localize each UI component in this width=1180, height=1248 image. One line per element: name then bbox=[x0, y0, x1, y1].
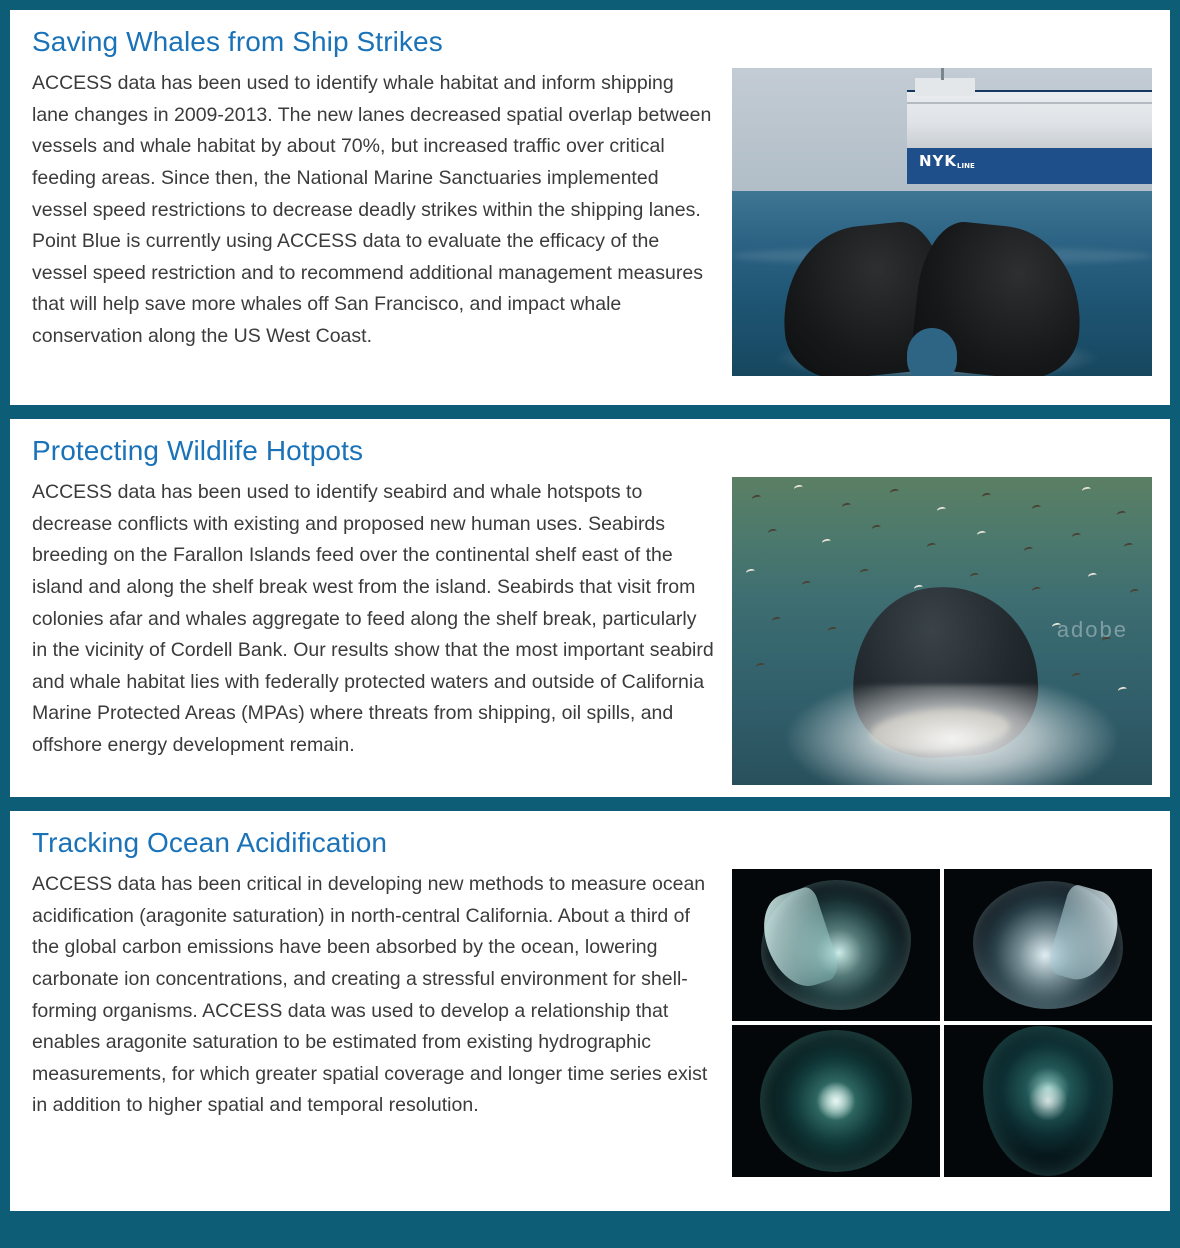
shell-aperture-lip bbox=[754, 885, 843, 995]
ship-name-label bbox=[919, 152, 975, 170]
seabird-icon bbox=[767, 528, 777, 536]
ship-name-suffix: LINE bbox=[957, 162, 975, 171]
section-title: Saving Whales from Ship Strikes bbox=[32, 26, 443, 57]
seabird-icon bbox=[1071, 532, 1081, 540]
shell-core-highlight bbox=[1028, 1081, 1068, 1121]
seabird-icon bbox=[1031, 586, 1041, 594]
seabird-icon bbox=[801, 580, 811, 588]
seabird-icon bbox=[751, 494, 761, 502]
fluke-notch bbox=[907, 328, 957, 376]
shell-core-highlight bbox=[816, 1081, 856, 1121]
section-body-text: ACCESS data has been used to identify whale habitat and inform shipping lane changes in 2009-2013. The new lanes decreased spatial overlap between vessels and whale habitat by about 70%, but increased traffic over critical feeding areas. Since then, the National Marine Sanctuaries implemented vessel speed restrictions to decrease deadly strikes within the shipping lanes. Point Blue is currently using ACCESS data to evaluate the efficacy of the vessel speed restriction and to recommend additional management measures that will help save more whales off San Francisco, and impact whale conservation along the US West Coast. bbox=[32, 72, 712, 347]
seabird-icon bbox=[821, 538, 831, 546]
section-body-text: ACCESS data has been critical in developing new methods to measure ocean acidification (aragonite saturation) in north-central California. About a third of the global carbon emissions have been absorbed by the ocean, lowering carbonate ion concentrations, and creating a stressful environment for shell-forming organisms. ACCESS data was used to develop a relationship that enables aragonite saturation to be estimated from existing hydrographic measurements, for which greater spatial coverage and longer time series exist in addition to higher spatial and temporal resolution. bbox=[32, 873, 708, 1117]
seabird-icon bbox=[1081, 486, 1091, 494]
seabird-icon bbox=[871, 524, 881, 532]
seabird-icon bbox=[771, 616, 781, 624]
whale-fluke-and-cargo-ship-photo bbox=[732, 68, 1152, 376]
seabird-icon bbox=[841, 502, 851, 510]
seabird-icon bbox=[1031, 504, 1041, 512]
seabird-icon bbox=[926, 542, 936, 550]
seabird-icon bbox=[1129, 588, 1139, 596]
shell-spiral-shape bbox=[973, 881, 1123, 1009]
section-body-text: ACCESS data has been used to identify seabird and whale hotspots to decrease conflicts with existing and proposed new human uses. Seabirds breeding on the Farallon Islands feed over the continental shelf east of the island and along the shelf break west from the island. Seabirds that visit from colonies afar and whales aggregate to feed along the shelf break, particularly in the vicinity of Cordell Bank. Our results show that the most important seabird and whale habitat lies with federally protected waters and outside of California Marine Protected Areas (MPAs) where threats from shipping, oil spills, and offshore energy development remain. bbox=[32, 481, 714, 756]
seabird-icon bbox=[1071, 672, 1081, 680]
seabird-icon bbox=[793, 484, 803, 492]
seabird-icon bbox=[1023, 546, 1033, 554]
photo-watermark: adobe bbox=[1056, 617, 1128, 643]
figure-pteropod-shells bbox=[732, 869, 1152, 1177]
cargo-ship bbox=[907, 90, 1152, 184]
seabird-icon bbox=[969, 572, 979, 580]
section-protecting-hotspots bbox=[10, 419, 1170, 797]
shell-intact-side-panel bbox=[732, 869, 940, 1021]
shell-severely-dissolved-panel bbox=[944, 1025, 1152, 1177]
seabird-icon bbox=[889, 488, 899, 496]
lunge-feeding-humpback-whale-with-seabirds-photo bbox=[732, 477, 1152, 785]
shell-dissolving-spiral-panel bbox=[732, 1025, 940, 1177]
ship-hull-upper bbox=[907, 92, 1152, 148]
pteropod-shell-dissolution-four-panel-micrograph bbox=[732, 869, 1152, 1177]
whale-fluke bbox=[782, 186, 1082, 376]
section-saving-whales bbox=[10, 10, 1170, 405]
seabird-icon bbox=[976, 530, 986, 538]
section-title: Tracking Ocean Acidification bbox=[32, 827, 388, 858]
shell-aperture-lip bbox=[1045, 883, 1126, 987]
seabird-icon bbox=[745, 568, 755, 576]
ship-bridge bbox=[915, 78, 975, 96]
section-title: Protecting Wildlife Hotpots bbox=[32, 435, 364, 466]
seabird-icon bbox=[1116, 510, 1126, 518]
section-ocean-acidification bbox=[10, 811, 1170, 1211]
figure-whale-ship bbox=[732, 68, 1152, 376]
figure-seabirds-whale bbox=[732, 477, 1152, 785]
seabird-icon bbox=[1117, 686, 1127, 694]
whitewater-splash bbox=[787, 685, 1117, 785]
ship-name-text: NYK bbox=[919, 152, 958, 171]
shell-intact-top-panel bbox=[944, 869, 1152, 1021]
seabird-icon bbox=[859, 568, 869, 576]
seabird-icon bbox=[827, 626, 837, 634]
seabird-icon bbox=[1123, 542, 1133, 550]
ship-mast bbox=[941, 68, 944, 80]
seabird-icon bbox=[1087, 572, 1097, 580]
seabird-icon bbox=[755, 662, 765, 670]
shell-spiral-shape bbox=[761, 880, 911, 1010]
seabird-icon bbox=[981, 492, 991, 500]
seabird-icon bbox=[936, 506, 946, 514]
